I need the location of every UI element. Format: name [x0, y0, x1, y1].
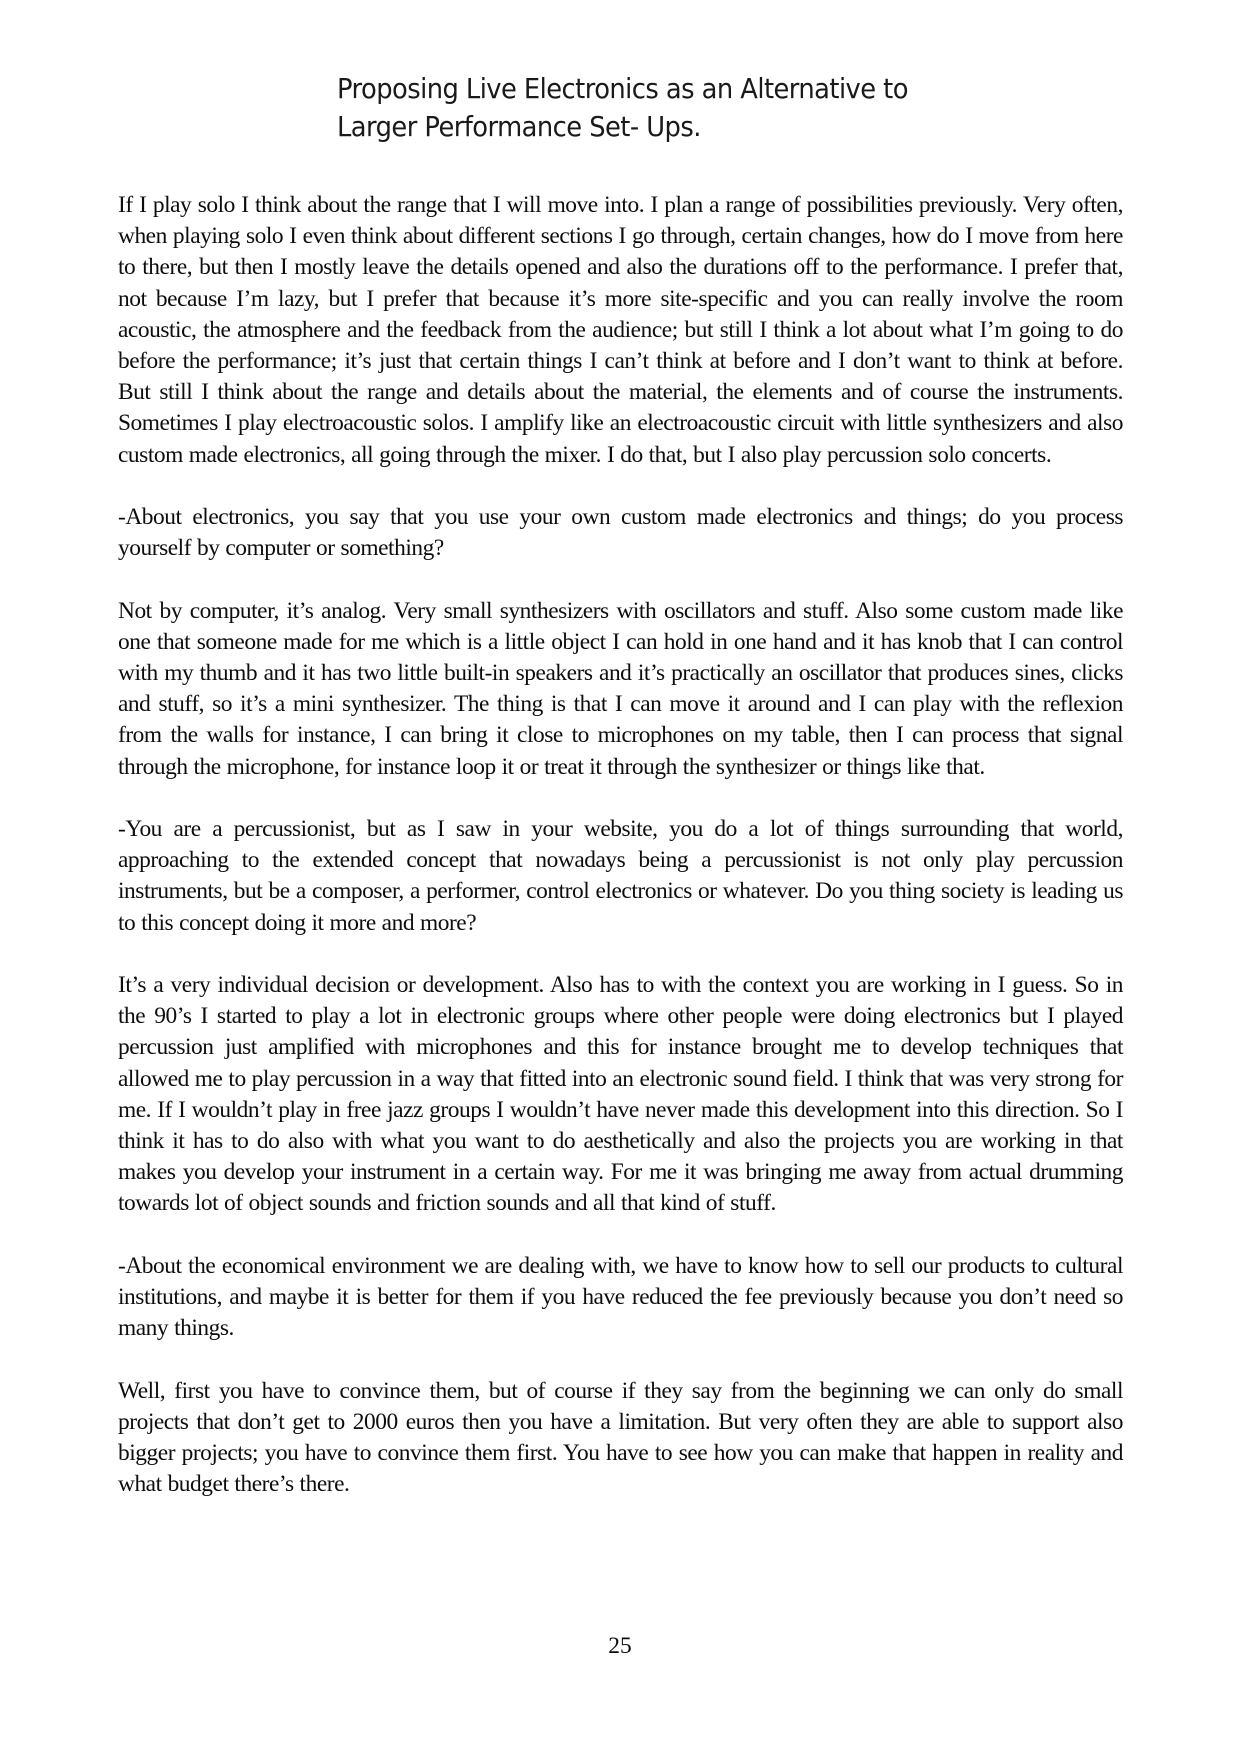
question-paragraph: -About electronics, you say that you use your own custom made electronics and things; do you process yourself by computer or something? [118, 504, 1123, 562]
question-paragraph: -You are a percussionist, but as I saw in your website, you do a lot of things surrounding that world, approaching to the extended concept that nowadays being a percussionist is not only play percussion instruments, but be a composer, a performer, control electronics or whatever. Do you thing society is leading us to this concept doing it more and more? [118, 816, 1123, 936]
answer-paragraph: Well, first you have to convince them, but of course if they say from the beginning we can only do small projects that don’t get to 2000 euros then you have a limitation. But very often they are able to support also bigger projects; you have to convince them first. You have to see how you can make that happen in reality and what budget there’s there. [118, 1377, 1123, 1498]
answer-paragraph: It’s a very individual decision or development. Also has to with the context you are working in I guess. So in the 90’s I started to play a lot in electronic groups where other people were doing electronics but I played percussion just amplified with microphones and this for instance brought me to develop techniques that allowed me to play percussion in a way that fitted into an electronic sound field. I think that was very strong for me. If I wouldn’t play in free jazz groups I wouldn’t have never made this development into this direction. So I think it has to do also with what you want to do aesthetically and also the projects you are working in that makes you develop your instrument in a certain way. For me it was bringing me away from actual drumming towards lot of object sounds and friction sounds and all that kind of stuff. [118, 972, 1123, 1217]
answer-paragraph: If I play solo I think about the range that I will move into. I plan a range of possibilities previously. Very often, when playing solo I even think about different sections I go through, certain changes, how do I move from here to there, but then I mostly leave the details opened and also the durations off to the performance. I prefer that, not because I’m lazy, but I prefer that because it’s more site-specific and you can really involve the room acoustic, the atmosphere and the feedback from the audience; but still I think a lot about what I’m going to do before the performance; it’s just that certain things I can’t think at before and I don’t want to think at before. But still I think about the range and details about the material, the elements and of course the instruments. Sometimes I play electroacoustic solos. I amplify like an electroacoustic circuit with little synthesizers and also custom made electronics, all going through the mixer. I do that, but I also play percussion solo concerts. [118, 192, 1123, 468]
answer-paragraph: Not by computer, it’s analog. Very small synthesizers with oscillators and stuff. Also some custom made like one that someone made for me which is a little object I can hold in one hand and it has knob that I can control with my thumb and it has two little built-in speakers and it’s practically an oscillator that produces sines, clicks and stuff, so it’s a mini synthesizer. The thing is that I can move it around and I can play with the reflexion from the walls for instance, I can bring it close to microphones on my table, then I can process that signal through the microphone, for instance loop it or treat it through the synthesizer or things like that. [118, 597, 1123, 780]
page-number: 25 [608, 1633, 632, 1659]
page-title [337, 70, 1037, 146]
question-paragraph: -About the economical environment we are dealing with, we have to know how to sell our products to cultural institutions, and maybe it is better for them if you have reduced the fee previously because you don’t need so many things. [118, 1252, 1123, 1342]
page-title-line-1: Proposing Live Electronics as an Alternative to [337, 72, 908, 105]
interview-body [118, 190, 1123, 1532]
page-title-line-2: Larger Performance Set- Ups. [337, 110, 701, 143]
